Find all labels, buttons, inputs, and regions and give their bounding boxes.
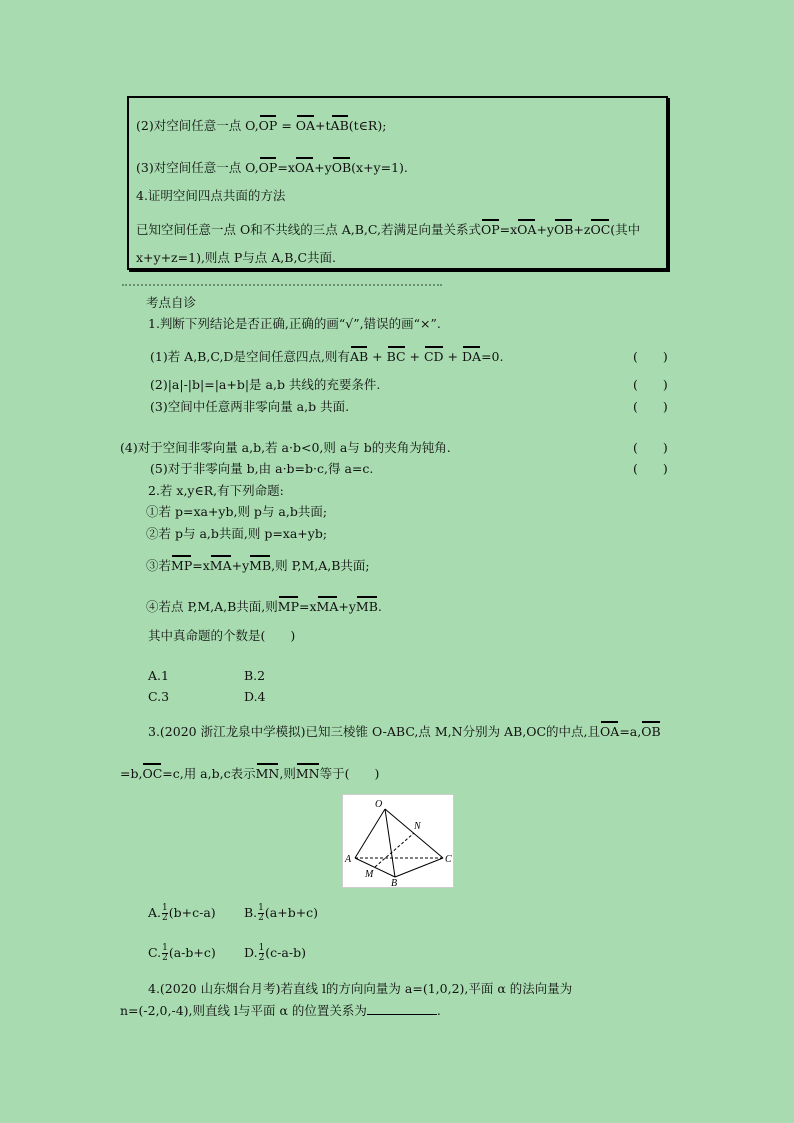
q1-item-3: (3)空间中任意两非零向量 a,b 共面. <box>150 399 350 414</box>
vector-oc: OC <box>590 222 611 237</box>
vector-ab: AB <box>349 349 369 364</box>
text: + <box>368 349 387 364</box>
text: ,则 P,M,A,B共面; <box>271 558 370 573</box>
text: =x <box>277 160 295 175</box>
answer-paren[interactable]: ( ) <box>633 349 668 364</box>
vector-op: OP <box>258 160 278 175</box>
text: +y <box>536 222 554 237</box>
numerator: 1 <box>162 903 168 913</box>
summary-box <box>127 96 668 270</box>
text: (a-b+c) <box>168 945 216 960</box>
text: =b, <box>120 766 143 781</box>
text: =0. <box>481 349 504 364</box>
box-heading: 4.证明空间四点共面的方法 <box>136 188 286 203</box>
vector-mp: MP <box>171 558 193 573</box>
q2-option-a[interactable]: A.1 <box>148 668 169 683</box>
answer-paren[interactable]: ( ) <box>633 440 668 455</box>
q1-stem: 1.判断下列结论是否正确,正确的画“√”,错误的画“×”. <box>148 316 441 331</box>
q1-item-5: (5)对于非零向量 b,由 a·b=b·c,得 a=c. <box>150 461 374 476</box>
edge-bc <box>395 858 443 877</box>
vector-ob: OB <box>641 724 661 739</box>
text: =c,用 a,b,c表示 <box>162 766 256 781</box>
vector-ab: AB <box>330 118 349 133</box>
text: +y <box>338 599 356 614</box>
box-line-2 <box>136 116 386 134</box>
text: +z <box>573 222 591 237</box>
fraction-half <box>162 944 168 963</box>
vector-op: OP <box>480 222 500 237</box>
vector-oa: OA <box>294 160 315 175</box>
denominator: 2 <box>162 913 168 923</box>
answer-paren[interactable]: ( ) <box>633 461 668 476</box>
q1-item-2: (2)|a|-|b|=|a+b|是 a,b 共线的充要条件. <box>150 377 381 392</box>
fraction-half <box>162 904 168 923</box>
text: +y <box>231 558 250 573</box>
vector-cd: CD <box>423 349 444 364</box>
vector-ma: MA <box>209 558 232 573</box>
denominator: 2 <box>258 913 264 923</box>
edge-oa <box>355 809 385 858</box>
vector-mn: MN <box>255 766 280 781</box>
text: (其中 <box>610 222 641 237</box>
q2-stem: 2.若 x,y∈R,有下列命题: <box>148 483 284 498</box>
text: (1)若 A,B,C,D是空间任意四点,则有 <box>150 349 350 364</box>
vector-oa: OA <box>517 222 537 237</box>
q2-prop-2: ②若 p与 a,b共面,则 p=xa+yb; <box>146 526 328 541</box>
q2-option-d[interactable]: D.4 <box>244 689 266 704</box>
fraction-half <box>259 944 265 963</box>
answer-blank[interactable] <box>367 1004 437 1015</box>
text: . <box>436 1003 441 1018</box>
q4-line-1: 4.(2020 山东烟台月考)若直线 l的方向向量为 a=(1,0,2),平面 α 的法向量为 <box>148 981 573 996</box>
text: =x <box>192 558 210 573</box>
q4-line-2 <box>120 1001 441 1019</box>
text: = <box>277 118 296 133</box>
text: n=(-2,0,-4),则直线 l与平面 α 的位置关系为 <box>120 1003 367 1018</box>
text: =x <box>298 599 317 614</box>
text: (2)对空间任意一点 O, <box>136 118 259 133</box>
label-b: B <box>391 878 398 887</box>
q1-item-1 <box>150 347 503 365</box>
text: 3.(2020 浙江龙泉中学模拟)已知三棱锥 O-ABC,点 M,N分别为 AB,OC的中点,且 <box>148 724 601 739</box>
box-line-4 <box>136 220 640 238</box>
label-n: N <box>414 821 421 832</box>
q3-option-a[interactable] <box>148 904 216 923</box>
box-line-3 <box>136 158 408 176</box>
q3-option-d[interactable] <box>244 944 306 963</box>
tetrahedron-figure <box>342 794 454 888</box>
q3-line-2 <box>120 764 379 782</box>
box-line-5: x+y+z=1),则点 P与点 A,B,C共面. <box>136 250 336 265</box>
vector-bc: BC <box>386 349 406 364</box>
label-a: A <box>345 854 352 865</box>
text: +y <box>314 160 332 175</box>
vector-ob: OB <box>553 222 574 237</box>
edge-ab <box>355 858 395 877</box>
fraction-half <box>258 904 264 923</box>
text: (x+y=1). <box>351 160 408 175</box>
divider <box>122 284 442 286</box>
text: ④若点 P,M,A,B共面,则 <box>146 599 278 614</box>
answer-paren[interactable]: ( ) <box>633 399 668 414</box>
edge-ob <box>385 809 395 877</box>
text: ③若 <box>146 558 172 573</box>
numerator: 1 <box>162 943 168 953</box>
text: (b+c-a) <box>168 905 216 920</box>
text: 已知空间任意一点 O和不共线的三点 A,B,C,若满足向量关系式 <box>136 222 481 237</box>
vector-mn: MN <box>295 766 320 781</box>
vector-da: DA <box>462 349 482 364</box>
q2-prop-1: ①若 p=xa+yb,则 p与 a,b共面; <box>146 504 328 519</box>
text: =a, <box>619 724 642 739</box>
text: (c-a-b) <box>265 945 306 960</box>
q3-option-b[interactable] <box>244 904 318 923</box>
text: ,则 <box>279 766 296 781</box>
label-c: C <box>445 854 452 865</box>
label-m: M <box>365 869 374 880</box>
text: B. <box>244 905 258 920</box>
q2-prop-4 <box>146 597 382 615</box>
section-title: 考点自诊 <box>146 295 197 310</box>
label-o: O <box>375 799 383 810</box>
text: A. <box>148 905 162 920</box>
text: D. <box>244 945 258 960</box>
numerator: 1 <box>258 943 265 953</box>
vector-ma: MA <box>316 599 339 614</box>
tetrahedron-diagram <box>343 795 453 887</box>
text: + <box>405 349 424 364</box>
text: (t∈R); <box>348 118 387 133</box>
vector-ob: OB <box>331 160 352 175</box>
text: (a+b+c) <box>264 905 319 920</box>
text: + <box>443 349 462 364</box>
q3-line-1 <box>148 722 661 740</box>
q3-option-c[interactable] <box>148 944 216 963</box>
vector-mb: MB <box>355 599 378 614</box>
vector-op: OP <box>258 118 278 133</box>
q2-prop-3 <box>146 556 370 574</box>
segment-mn <box>375 833 414 867</box>
q2-ask: 其中真命题的个数是( ) <box>148 628 296 643</box>
text: C. <box>148 945 162 960</box>
text: 等于( ) <box>319 766 380 781</box>
vector-oa: OA <box>295 118 316 133</box>
text: (3)对空间任意一点 O, <box>136 160 259 175</box>
answer-paren[interactable]: ( ) <box>633 377 668 392</box>
text: . <box>377 599 382 614</box>
q2-option-c[interactable]: C.3 <box>148 689 170 704</box>
numerator: 1 <box>258 903 264 913</box>
vector-oc: OC <box>142 766 163 781</box>
text: =x <box>499 222 518 237</box>
denominator: 2 <box>162 953 168 963</box>
denominator: 2 <box>258 953 265 963</box>
vector-mp: MP <box>277 599 299 614</box>
q1-item-4: (4)对于空间非零向量 a,b,若 a·b<0,则 a与 b的夹角为钝角. <box>120 440 451 455</box>
q2-option-b[interactable]: B.2 <box>244 668 266 683</box>
vector-mb: MB <box>249 558 272 573</box>
vector-oa: OA <box>600 724 620 739</box>
text: +t <box>315 118 331 133</box>
